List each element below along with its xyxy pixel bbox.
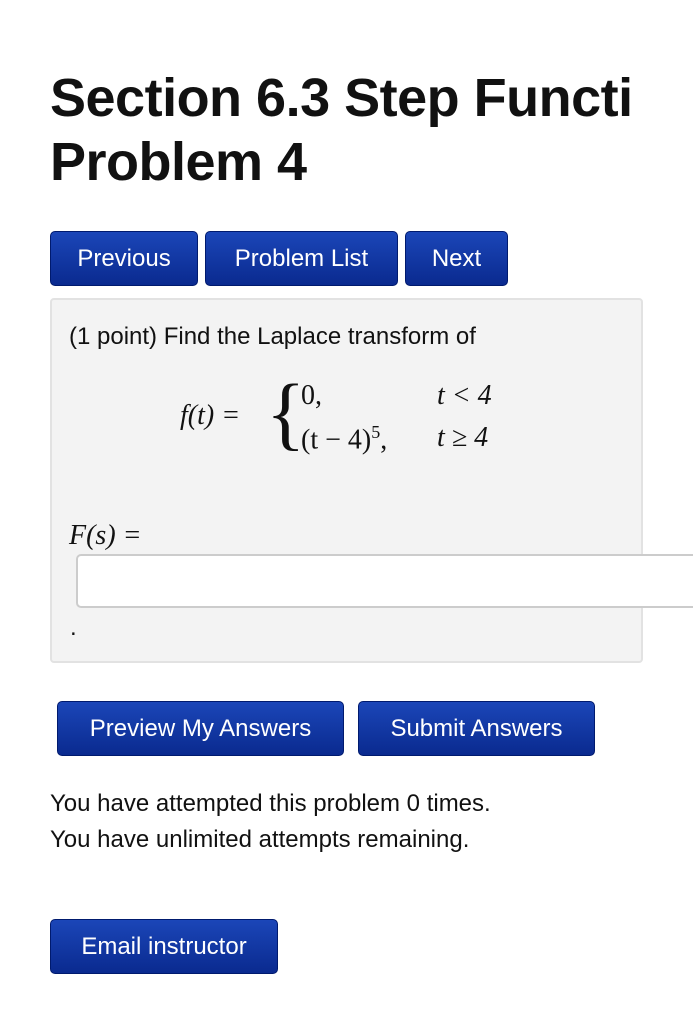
preview-answers-button[interactable]: Preview My Answers — [57, 701, 344, 756]
case-2-value — [301, 422, 387, 456]
answer-label-text: F(s) = — [69, 520, 142, 551]
piecewise-equation — [180, 367, 540, 460]
equation-lhs — [180, 400, 240, 432]
equation-lhs-text: f(t) = — [180, 400, 241, 431]
case-2-condition-text: t ≥ 4 — [437, 422, 489, 453]
page-title — [50, 66, 633, 194]
case-2-suffix: , — [380, 424, 388, 456]
case-2-base: (t − 4) — [301, 424, 372, 456]
attempts-remaining-text: You have unlimited attempts remaining. — [50, 826, 470, 853]
email-instructor-button[interactable]: Email instructor — [50, 919, 278, 974]
problem-list-button[interactable]: Problem List — [205, 231, 398, 286]
attempts-count-text: You have attempted this problem 0 times. — [50, 790, 491, 817]
case-2-exponent: 5 — [371, 422, 381, 442]
case-2-condition — [437, 422, 488, 454]
problem-prompt: (1 point) Find the Laplace transform of — [69, 323, 476, 350]
answer-label — [69, 520, 142, 552]
equation-brace: { — [266, 367, 306, 458]
answer-input[interactable] — [76, 554, 693, 608]
case-1-condition-text: t < 4 — [437, 380, 492, 411]
page-title-line-1: Section 6.3 Step Functi — [50, 68, 633, 128]
problem-body — [50, 298, 643, 663]
previous-button[interactable]: Previous — [50, 231, 198, 286]
trailing-period: . — [70, 614, 77, 641]
submit-answers-button[interactable]: Submit Answers — [358, 701, 595, 756]
attempt-status — [50, 786, 491, 858]
next-button[interactable]: Next — [405, 231, 508, 286]
case-1-value: 0, — [301, 380, 322, 411]
page-title-line-2: Problem 4 — [50, 132, 307, 192]
case-1-condition — [437, 380, 492, 412]
